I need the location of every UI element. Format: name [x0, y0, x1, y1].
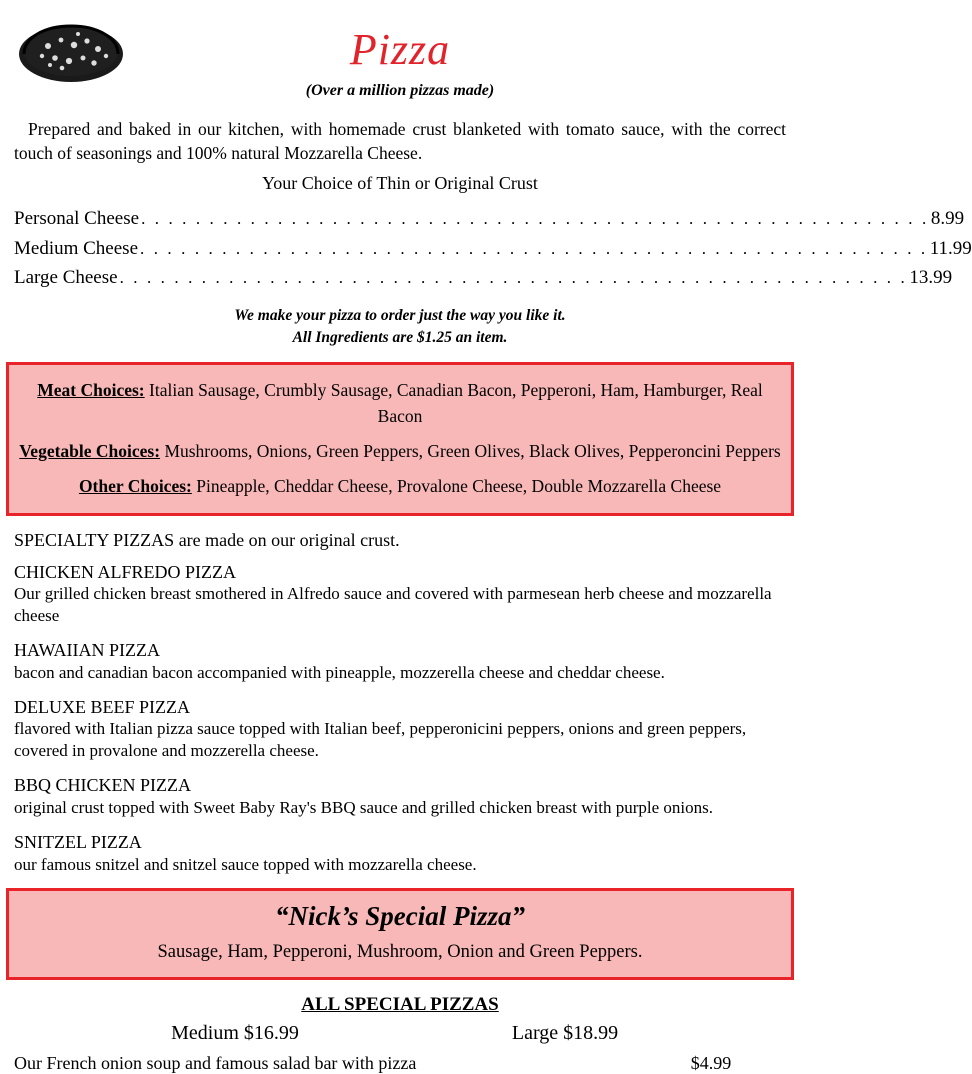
- leader-dots: . . . . . . . . . . . . . . . . . . . . . . . . . . . . . . . . . . . . . . . . . . . . . . . . . . . . . . . . . .: [141, 209, 929, 229]
- meat-choices-items: Italian Sausage, Crumbly Sausage, Canadian Bacon, Pepperoni, Ham, Hamburger, Real Bacon: [144, 379, 763, 426]
- specialty-name: BBQ CHICKEN PIZZA: [14, 775, 192, 796]
- price-list: [14, 204, 972, 292]
- all-special-pizzas-title: ALL SPECIAL PIZZAS: [301, 993, 499, 1015]
- soup-salad-text: Our French onion soup and famous salad bar with pizza: [14, 1052, 417, 1073]
- specialty-desc: Our grilled chicken breast smothered in Alfredo sauce and covered with parmesean herb cheese and mozzarella cheese: [14, 584, 772, 626]
- vegetable-choices-items: Mushrooms, Onions, Green Peppers, Green Olives, Black Olives, Pepperoncini Peppers: [160, 441, 781, 461]
- toppings-box: [6, 362, 794, 516]
- specialty-name: CHICKEN ALFREDO PIZZA: [14, 561, 237, 582]
- leader-dots: . . . . . . . . . . . . . . . . . . . . . . . . . . . . . . . . . . . . . . . . . . . . . . . . . . . . . . . . . .: [140, 238, 928, 258]
- price-name: Medium Cheese: [14, 237, 139, 259]
- specialty-desc: original crust topped with Sweet Baby Ray's BBQ sauce and grilled chicken breast with purple onions.: [14, 797, 713, 817]
- list-item: [14, 561, 786, 628]
- meat-choices-label: Meat Choices:: [37, 379, 145, 400]
- specialty-intro: SPECIALTY PIZZAS are made on our original crust.: [14, 529, 400, 550]
- nicks-special-items: Sausage, Ham, Pepperoni, Mushroom, Onion and Green Peppers.: [157, 941, 643, 962]
- page-title: Pizza: [349, 25, 451, 74]
- other-choices-items: Pineapple, Cheddar Cheese, Provalone Cheese, Double Mozzarella Cheese: [191, 476, 722, 497]
- order-note-line-1: We make your pizza to order just the way you like it.: [234, 306, 566, 324]
- price-name: Large Cheese: [14, 267, 118, 289]
- order-note: [0, 305, 800, 350]
- specialty-pizza-list: [14, 561, 786, 876]
- all-special-prices: [0, 1022, 800, 1045]
- medium-special-price: Medium $16.99: [171, 1021, 299, 1044]
- leader-dots: . . . . . . . . . . . . . . . . . . . . . . . . . . . . . . . . . . . . . . . . . . . . . . . . . . . . . . . . . .: [119, 268, 908, 288]
- specialty-desc: flavored with Italian pizza sauce topped with Italian beef, pepperonicini peppers, onions and green peppers, covered in provalone and mozzerella cheese.: [14, 719, 747, 761]
- specialty-name: SNITZEL PIZZA: [14, 832, 142, 853]
- vegetable-choices: [19, 438, 781, 464]
- list-item: [14, 774, 786, 819]
- other-choices: [19, 473, 781, 499]
- list-item: [14, 639, 786, 684]
- price-row: [14, 204, 965, 233]
- crust-choice-text: Your Choice of Thin or Original Crust: [262, 173, 538, 194]
- large-special-price: Large $18.99: [511, 1021, 619, 1044]
- page-subtitle: (Over a million pizzas made): [305, 82, 495, 99]
- price-row: [14, 263, 953, 292]
- other-choices-label: Other Choices:: [78, 476, 192, 497]
- price-row: [14, 234, 972, 263]
- price-amount: 11.99: [929, 237, 972, 259]
- price-amount: 13.99: [909, 267, 953, 289]
- soup-salad-row: [0, 1053, 800, 1074]
- nicks-special-box: [6, 888, 794, 980]
- order-note-line-2: All Ingredients are $1.25 an item.: [292, 329, 508, 347]
- list-item: [14, 831, 786, 876]
- specialty-desc: bacon and canadian bacon accompanied with pineapple, mozzerella cheese and cheddar cheese.: [14, 662, 665, 682]
- list-item: [14, 696, 786, 763]
- specialty-name: HAWAIIAN PIZZA: [14, 640, 161, 661]
- price-name: Personal Cheese: [14, 208, 140, 230]
- price-amount: 8.99: [930, 208, 965, 230]
- pizza-slice-icon: [14, 16, 129, 88]
- nicks-special-title: “Nick’s Special Pizza”: [275, 900, 525, 931]
- vegetable-choices-label: Vegetable Choices:: [19, 441, 161, 461]
- specialty-desc: our famous snitzel and snitzel sauce topped with mozzarella cheese.: [14, 854, 477, 874]
- meat-choices: [19, 377, 781, 430]
- menu-header: [0, 0, 800, 110]
- soup-salad-price: $4.99: [690, 1052, 732, 1073]
- intro-text: Prepared and baked in our kitchen, with homemade crust blanketed with tomato sauce, with the correct touch of seasonings and 100% natural Mozzarella Cheese.: [14, 119, 786, 163]
- specialty-name: DELUXE BEEF PIZZA: [14, 696, 190, 717]
